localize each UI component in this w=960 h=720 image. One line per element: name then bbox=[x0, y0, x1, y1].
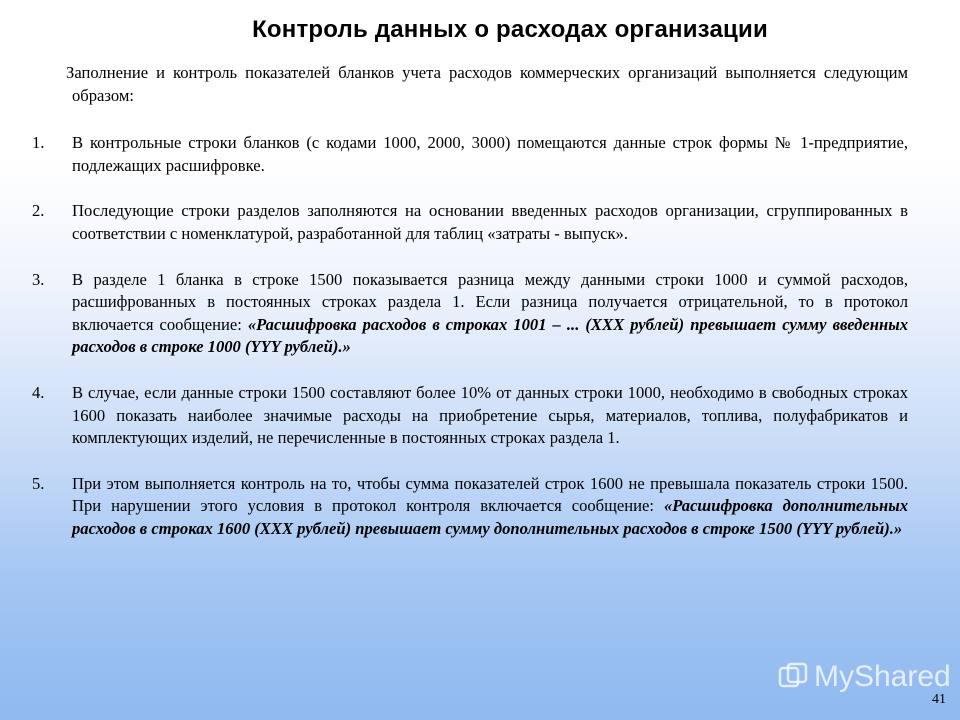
list-item-emphasis: «Расшифровка расходов в строках 1001 – ... (XXX рублей) превышает сумму введенных расходов в строке 1000 (YYY рублей).» bbox=[72, 314, 909, 357]
list-item-2 bbox=[32, 200, 908, 245]
slide-title: Контроль данных о расходах организации bbox=[252, 16, 768, 43]
list-item-number: 1. bbox=[32, 133, 45, 153]
list-item-number: 4. bbox=[32, 382, 45, 402]
watermark-logo-icon bbox=[778, 662, 808, 692]
list-item-body bbox=[72, 473, 908, 541]
watermark-text: MyShared bbox=[814, 660, 951, 693]
list-item-text: В контрольные строки бланков (с кодами 1000, 2000, 3000) помещаются данные строк формы № 1-предприятие, подлежащих расшифровке. bbox=[72, 133, 908, 175]
list-item-1 bbox=[32, 132, 908, 177]
watermark bbox=[778, 660, 951, 694]
list-item-number: 3. bbox=[32, 269, 45, 289]
list-item-number: 2. bbox=[32, 201, 45, 221]
page-number: 41 bbox=[932, 692, 946, 707]
list-item-emphasis: «Расшифровка дополнительных расходов в строках 1600 (XXX рублей) превышает сумму дополнительных расходов в строке 1500 (YYY рублей).» bbox=[72, 496, 908, 538]
slide-content bbox=[32, 62, 908, 541]
list-item-4 bbox=[32, 382, 908, 450]
intro-paragraph: Заполнение и контроль показателей бланков учета расходов коммерческих организаций выполняется следующим образом: bbox=[66, 63, 908, 105]
list-item-number: 5. bbox=[32, 473, 45, 493]
list-item-text: Последующие строки разделов заполняются на основании введенных расходов организации, сгруппированных в соответствии с номенклатурой, разработанной для таблиц «затраты - выпуск». bbox=[72, 201, 908, 243]
list-item-text: В разделе 1 бланка в строке 1500 показывается разница между данными строки 1000 и суммой расходов, расшифрованных в постоянных строках раздела 1. Если разница получается отрицательной, то в протокол включается сообщение: bbox=[72, 269, 908, 334]
list-item-text: При этом выполняется контроль на то, чтобы сумма показателей строк 1600 не превышала показатель строки 1500. При нарушении этого условия в протокол контроля включается сообщение: bbox=[72, 473, 908, 516]
list-item-text: В случае, если данные строки 1500 составляют более 10% от данных строки 1000, необходимо в свободных строках 1600 показать наиболее значимые расходы на приобретение сырья, материалов, топлива, полуфабрикатов и комплектующих изделий, не перечисленные в постоянных строках раздела 1. bbox=[72, 382, 908, 448]
list-item-5 bbox=[32, 473, 908, 541]
list-item-3 bbox=[32, 269, 908, 359]
list-item-body bbox=[72, 269, 908, 359]
